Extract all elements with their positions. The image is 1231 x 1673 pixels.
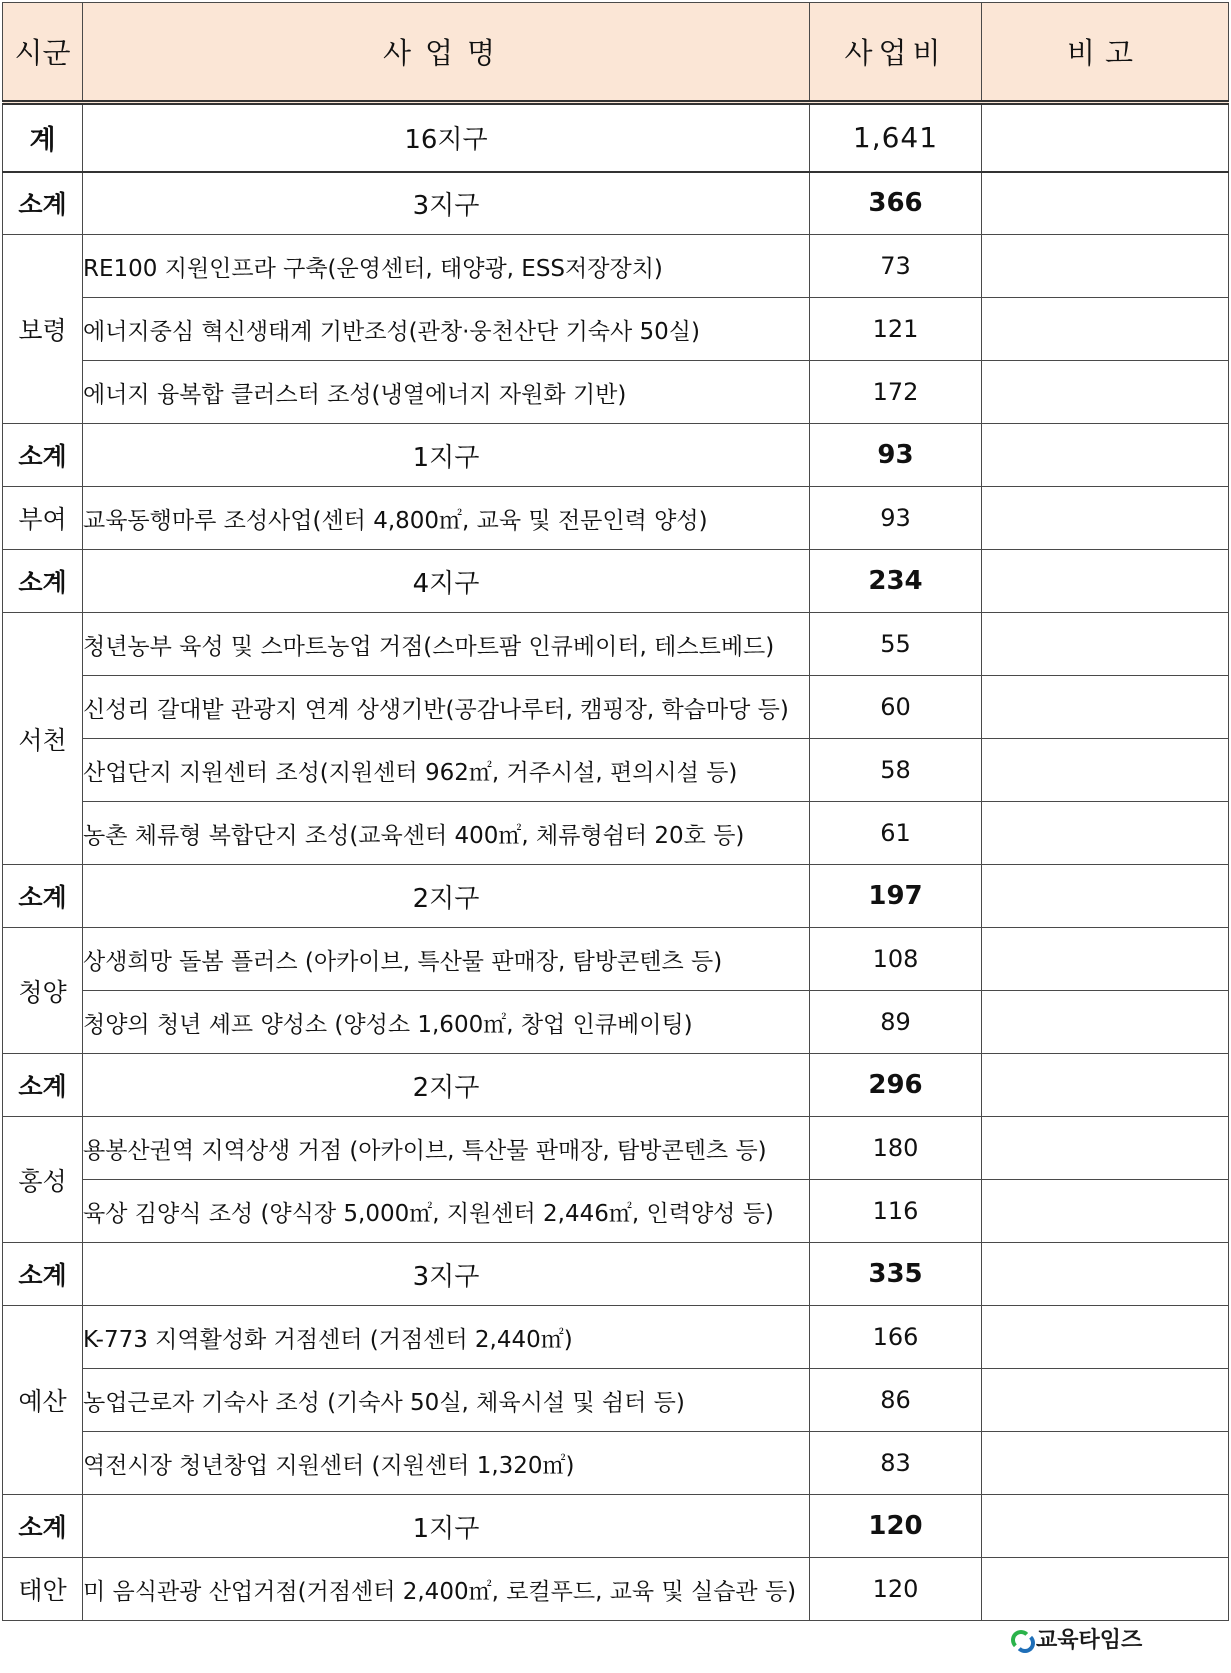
project-note (982, 739, 1229, 802)
project-row (3, 676, 1229, 739)
project-name: 농촌 체류형 복합단지 조성(교육센터 400㎡, 체류형쉼터 20호 등) (83, 802, 810, 865)
region-name: 예산 (3, 1306, 83, 1495)
project-cost: 61 (810, 802, 982, 865)
logo-swirl-icon (1010, 1628, 1032, 1650)
project-note (982, 802, 1229, 865)
project-row (3, 298, 1229, 361)
watermark-logo (1010, 1623, 1142, 1654)
project-note (982, 991, 1229, 1054)
project-row (3, 1117, 1229, 1180)
project-name: 산업단지 지원센터 조성(지원센터 962㎡, 거주시설, 편의시설 등) (83, 739, 810, 802)
project-row (3, 802, 1229, 865)
project-name: 에너지중심 혁신생태계 기반조성(관창·웅천산단 기숙사 50실) (83, 298, 810, 361)
project-name: 역전시장 청년창업 지원센터 (지원센터 1,320㎡) (83, 1432, 810, 1495)
subtotal-label: 소계 (3, 865, 83, 928)
project-cost: 73 (810, 235, 982, 298)
region-name: 서천 (3, 613, 83, 865)
subtotal-row (3, 550, 1229, 613)
subtotal-label: 소계 (3, 1054, 83, 1117)
total-districts: 16지구 (83, 103, 810, 172)
project-cost: 93 (810, 487, 982, 550)
subtotal-cost: 335 (810, 1243, 982, 1306)
subtotal-note (982, 865, 1229, 928)
project-name: 상생희망 돌봄 플러스 (아카이브, 특산물 판매장, 탐방콘텐츠 등) (83, 928, 810, 991)
subtotal-label: 소계 (3, 550, 83, 613)
project-note (982, 298, 1229, 361)
project-cost: 180 (810, 1117, 982, 1180)
project-name: 청양의 청년 셰프 양성소 (양성소 1,600㎡, 창업 인큐베이팅) (83, 991, 810, 1054)
project-row (3, 613, 1229, 676)
project-note (982, 1558, 1229, 1621)
total-note (982, 103, 1229, 172)
subtotal-row (3, 172, 1229, 235)
subtotal-note (982, 1243, 1229, 1306)
subtotal-note (982, 1495, 1229, 1558)
subtotal-districts: 2지구 (83, 1054, 810, 1117)
subtotal-row (3, 1243, 1229, 1306)
watermark-text: 교육타임즈 (1036, 1628, 1143, 1653)
total-label: 계 (3, 103, 83, 172)
project-row (3, 1558, 1229, 1621)
subtotal-note (982, 550, 1229, 613)
project-cost: 55 (810, 613, 982, 676)
subtotal-label: 소계 (3, 172, 83, 235)
project-row (3, 361, 1229, 424)
subtotal-row (3, 1495, 1229, 1558)
subtotal-districts: 1지구 (83, 1495, 810, 1558)
project-cost: 60 (810, 676, 982, 739)
subtotal-row (3, 865, 1229, 928)
project-row (3, 739, 1229, 802)
subtotal-row (3, 424, 1229, 487)
subtotal-row (3, 1054, 1229, 1117)
subtotal-cost: 197 (810, 865, 982, 928)
subtotal-label: 소계 (3, 1243, 83, 1306)
subtotal-districts: 2지구 (83, 865, 810, 928)
project-note (982, 235, 1229, 298)
project-name: 에너지 융복합 클러스터 조성(냉열에너지 자원화 기반) (83, 361, 810, 424)
project-budget-table (2, 2, 1229, 1621)
project-name: 청년농부 육성 및 스마트농업 거점(스마트팜 인큐베이터, 테스트베드) (83, 613, 810, 676)
project-note (982, 676, 1229, 739)
project-note (982, 1432, 1229, 1495)
project-note (982, 1117, 1229, 1180)
project-note (982, 928, 1229, 991)
subtotal-cost: 93 (810, 424, 982, 487)
project-row (3, 1180, 1229, 1243)
project-note (982, 361, 1229, 424)
project-cost: 120 (810, 1558, 982, 1621)
project-cost: 172 (810, 361, 982, 424)
region-name: 청양 (3, 928, 83, 1054)
subtotal-districts: 4지구 (83, 550, 810, 613)
project-cost: 121 (810, 298, 982, 361)
subtotal-districts: 1지구 (83, 424, 810, 487)
region-name: 보령 (3, 235, 83, 424)
project-note (982, 1180, 1229, 1243)
project-row (3, 1432, 1229, 1495)
header-region: 시군 (3, 3, 83, 103)
region-name: 부여 (3, 487, 83, 550)
subtotal-districts: 3지구 (83, 172, 810, 235)
project-name: 용봉산권역 지역상생 거점 (아카이브, 특산물 판매장, 탐방콘텐츠 등) (83, 1117, 810, 1180)
project-name: RE100 지원인프라 구축(운영센터, 태양광, ESS저장장치) (83, 235, 810, 298)
project-cost: 83 (810, 1432, 982, 1495)
subtotal-cost: 234 (810, 550, 982, 613)
project-row (3, 928, 1229, 991)
region-name: 태안 (3, 1558, 83, 1621)
project-note (982, 1369, 1229, 1432)
project-cost: 116 (810, 1180, 982, 1243)
project-row (3, 1306, 1229, 1369)
project-cost: 108 (810, 928, 982, 991)
subtotal-districts: 3지구 (83, 1243, 810, 1306)
header-project-cost: 사업비 (810, 3, 982, 103)
subtotal-cost: 120 (810, 1495, 982, 1558)
header-note: 비고 (982, 3, 1229, 103)
subtotal-label: 소계 (3, 1495, 83, 1558)
project-note (982, 1306, 1229, 1369)
project-name: 신성리 갈대밭 관광지 연계 상생기반(공감나루터, 캠핑장, 학습마당 등) (83, 676, 810, 739)
subtotal-cost: 366 (810, 172, 982, 235)
subtotal-note (982, 424, 1229, 487)
project-name: 교육동행마루 조성사업(센터 4,800㎡, 교육 및 전문인력 양성) (83, 487, 810, 550)
project-name: 미 음식관광 산업거점(거점센터 2,400㎡, 로컬푸드, 교육 및 실습관 등) (83, 1558, 810, 1621)
project-cost: 89 (810, 991, 982, 1054)
subtotal-note (982, 172, 1229, 235)
total-cost: 1,641 (810, 103, 982, 172)
project-cost: 86 (810, 1369, 982, 1432)
region-name: 홍성 (3, 1117, 83, 1243)
project-cost: 58 (810, 739, 982, 802)
subtotal-note (982, 1054, 1229, 1117)
subtotal-cost: 296 (810, 1054, 982, 1117)
project-note (982, 487, 1229, 550)
project-name: 농업근로자 기숙사 조성 (기숙사 50실, 체육시설 및 쉼터 등) (83, 1369, 810, 1432)
header-project-name: 사업명 (83, 3, 810, 103)
total-row (3, 103, 1229, 172)
header-row (3, 3, 1229, 103)
project-row (3, 235, 1229, 298)
subtotal-label: 소계 (3, 424, 83, 487)
project-row (3, 1369, 1229, 1432)
project-note (982, 613, 1229, 676)
project-row (3, 991, 1229, 1054)
project-name: 육상 김양식 조성 (양식장 5,000㎡, 지원센터 2,446㎡, 인력양성 등) (83, 1180, 810, 1243)
project-name: K-773 지역활성화 거점센터 (거점센터 2,440㎡) (83, 1306, 810, 1369)
project-row (3, 487, 1229, 550)
project-cost: 166 (810, 1306, 982, 1369)
